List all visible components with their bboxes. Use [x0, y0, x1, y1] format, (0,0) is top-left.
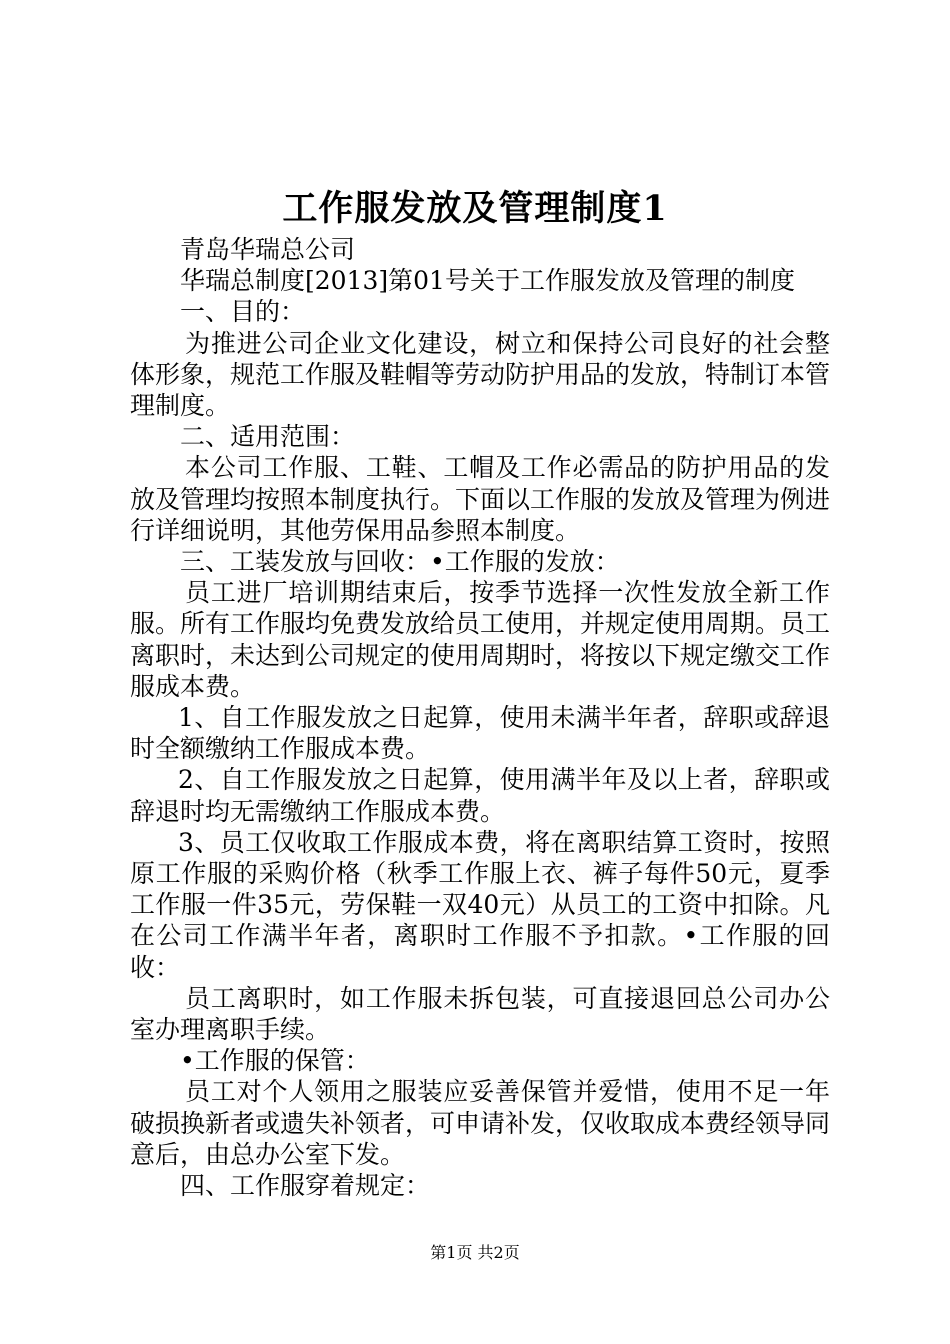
list-item-2: 2、自工作服发放之日起算，使用满半年及以上者，辞职或辞退时均无需缴纳工作服成本费。: [130, 765, 830, 826]
document-body: [130, 234, 830, 1201]
paragraph-custody: 员工对个人领用之服装应妥善保管并爱惜，使用不足一年破损换新者或遗失补领者，可申请补发，仅收取成本费经领导同意后，由总办公室下发。: [130, 1077, 831, 1169]
paragraph-return: 员工离职时，如工作服未拆包装，可直接退回总公司办公室办理离职手续。: [130, 983, 830, 1045]
heading-purpose: 一、目的：: [180, 297, 306, 327]
list-item-3: 3、员工仅收取工作服成本费，将在离职结算工资时，按照原工作服的采购价格（秋季工作服上衣、裤子每件50元，夏季工作服一件35元，劳保鞋一双40元）从员工的工资中扣除。凡在公司工作满半年者，离职时工作服不予扣款。•工作服的回收：: [130, 827, 830, 982]
paragraph-company: 青岛华瑞总公司: [180, 235, 356, 264]
heading-dress-code: 四、工作服穿着规定：: [180, 1171, 431, 1201]
heading-issue-return: 三、工装发放与回收：•工作服的发放：: [180, 547, 620, 577]
list-item-1: 1、自工作服发放之日起算，使用未满半年者，辞职或辞退时全额缴纳工作服成本费。: [130, 703, 830, 764]
heading-custody: •工作服的保管：: [180, 1046, 370, 1076]
paragraph-scope: 本公司工作服、工鞋、工帽及工作必需品的防护用品的发放及管理均按照本制度执行。下面以工作服的发放及管理为例进行详细说明，其他劳保用品参照本制度。: [130, 453, 831, 545]
paragraph-issue: 员工进厂培训期结束后，按季节选择一次性发放全新工作服。所有工作服均免费发放给员工使用，并规定使用周期。员工离职时，未达到公司规定的使用周期时，将按以下规定缴交工作服成本费。: [130, 578, 831, 701]
page-number: 第1页 共2页: [430, 1243, 520, 1262]
paragraph-purpose: 为推进公司企业文化建设，树立和保持公司良好的社会整体形象，规范工作服及鞋帽等劳动防护用品的发放，特制订本管理制度。: [130, 328, 831, 421]
document-title: 工作服发放及管理制度1: [282, 188, 668, 229]
paragraph-doc-number: 华瑞总制度[2013]第01号关于工作服发放及管理的制度: [180, 266, 795, 296]
heading-scope: 二、适用范围：: [180, 422, 356, 452]
